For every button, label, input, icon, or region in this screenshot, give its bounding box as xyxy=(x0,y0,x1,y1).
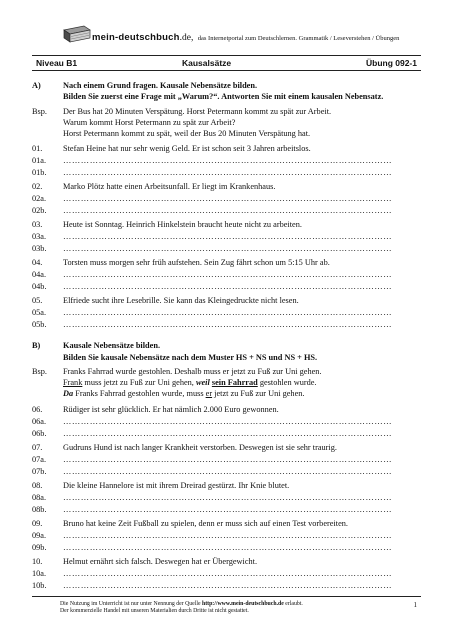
section-a-label: A) xyxy=(32,81,41,90)
item-number: 07. xyxy=(32,443,43,452)
item-number: 02. xyxy=(32,182,43,191)
answer-label: 03a. xyxy=(32,232,47,241)
answer-dots[interactable]: ………………………………………………………………………………………………… xyxy=(63,232,393,241)
answer-label: 07b. xyxy=(32,467,47,476)
item-text: Rüdiger ist sehr glücklich. Er hat nämlich 2.000 Euro gewonnen. xyxy=(63,405,279,414)
answer-label: 01a. xyxy=(32,156,47,165)
answer-label: 05b. xyxy=(32,320,47,329)
topic-title: Kausalsätze xyxy=(182,58,232,68)
answer-dots[interactable]: ………………………………………………………………………………………………… xyxy=(63,206,393,215)
answer-dots[interactable]: ………………………………………………………………………………………………… xyxy=(63,493,393,502)
example-b-text: Franks Fahrrad wurde gestohlen. Deshalb muss er jetzt zu Fuß zur Uni gehen. xyxy=(63,367,322,376)
footer-source-link[interactable]: http://www.mein-deutschbuch.de xyxy=(202,601,284,607)
answer-dots[interactable]: ………………………………………………………………………………………………… xyxy=(63,467,393,476)
item-text: Die kleine Hannelore ist mit ihrem Dreirad gestürzt. Ihr Knie blutet. xyxy=(63,481,290,490)
item-text: Helmut ernährt sich falsch. Deswegen hat er Übergewicht. xyxy=(63,557,258,566)
book-logo-icon xyxy=(62,24,92,44)
section-b-instruction-text: Bilden Sie kausale Nebensätze nach dem Muster HS + NS und NS + HS. xyxy=(63,353,318,362)
sentence-part: Franks Fahrrad gestohlen wurde, muss xyxy=(73,389,206,398)
answer-dots[interactable]: ………………………………………………………………………………………………… xyxy=(63,455,393,464)
item-number: 09. xyxy=(32,519,43,528)
section-a-instruction-text: Bilden Sie zuerst eine Frage mit „Warum?“. Antworten Sie mit einem kausalen Nebensatz. xyxy=(63,92,384,101)
section-a-title: Nach einem Grund fragen. Kausale Nebensätze bilden. xyxy=(63,81,258,90)
item-text: Stefan Heine hat nur sehr wenig Geld. Er ist schon seit 3 Jahren arbeitslos. xyxy=(63,144,311,153)
example-b-sentence-hs-ns xyxy=(63,377,317,388)
site-tagline: das Internetportal zum Deutschlernen. Grammatik / Leseverstehen / Übungen xyxy=(197,35,400,42)
subject-underline: er xyxy=(205,389,213,398)
item-text: Gudruns Hund ist nach langer Krankheit verstorben. Deswegen ist sie sehr traurig. xyxy=(63,443,337,452)
answer-label: 08a. xyxy=(32,493,47,502)
answer-dots[interactable]: ………………………………………………………………………………………………… xyxy=(63,505,393,514)
answer-dots[interactable]: ………………………………………………………………………………………………… xyxy=(63,581,393,590)
item-number: 01. xyxy=(32,144,43,153)
answer-label: 06a. xyxy=(32,417,47,426)
answer-label: 08b. xyxy=(32,505,47,514)
answer-dots[interactable]: ………………………………………………………………………………………………… xyxy=(63,543,393,552)
answer-dots[interactable]: ………………………………………………………………………………………………… xyxy=(63,270,393,279)
answer-dots[interactable]: ………………………………………………………………………………………………… xyxy=(63,531,393,540)
answer-dots[interactable]: ………………………………………………………………………………………………… xyxy=(63,168,393,177)
answer-dots[interactable]: ………………………………………………………………………………………………… xyxy=(63,194,393,203)
answer-dots[interactable]: ………………………………………………………………………………………………… xyxy=(63,320,393,329)
item-text: Torsten muss morgen sehr früh aufstehen. Sein Zug fährt schon um 5:15 Uhr ab. xyxy=(63,258,330,267)
answer-dots[interactable]: ………………………………………………………………………………………………… xyxy=(63,429,393,438)
answer-label: 10a. xyxy=(32,569,47,578)
item-number: 03. xyxy=(32,220,43,229)
item-text: Heute ist Sonntag. Heinrich Hinkelstein braucht heute nicht zu arbeiten. xyxy=(63,220,302,229)
section-b-title: Kausale Nebensätze bilden. xyxy=(63,341,161,350)
conjunction-weil: weil xyxy=(195,378,210,387)
answer-label: 04a. xyxy=(32,270,47,279)
item-text: Marko Plötz hatte einen Arbeitsunfall. Er liegt im Krankenhaus. xyxy=(63,182,276,191)
item-number: 08. xyxy=(32,481,43,490)
answer-dots[interactable]: ………………………………………………………………………………………………… xyxy=(63,417,393,426)
page-footer xyxy=(32,596,421,614)
answer-label: 07a. xyxy=(32,455,47,464)
footer-commercial-note: Der kommerzielle Handel mit unseren Materialien durch Dritte ist nicht gestattet. xyxy=(60,608,249,614)
answer-label: 02b. xyxy=(32,206,47,215)
example-label: Bsp. xyxy=(32,107,47,116)
item-number: 10. xyxy=(32,557,43,566)
brand-domain: .de, xyxy=(179,33,194,43)
sentence-part: gestohlen wurde. xyxy=(257,378,317,387)
answer-label: 10b. xyxy=(32,581,47,590)
answer-label: 09a. xyxy=(32,531,47,540)
item-text: Elfriede sucht ihre Lesebrille. Sie kann das Kleingedruckte nicht lesen. xyxy=(63,296,299,305)
item-number: 04. xyxy=(32,258,43,267)
brand-name[interactable]: mein-deutschbuch xyxy=(92,32,180,43)
answer-label: 02a. xyxy=(32,194,47,203)
answer-label: 01b. xyxy=(32,168,47,177)
footer-text: Die Nutzung im Unterricht ist nur unter Nennung der Quelle xyxy=(60,601,202,607)
answer-dots[interactable]: ………………………………………………………………………………………………… xyxy=(63,156,393,165)
subject-underline: Frank xyxy=(63,378,83,387)
answer-label: 03b. xyxy=(32,244,47,253)
footer-license-line xyxy=(60,601,303,607)
sentence-part: jetzt zu Fuß zur Uni gehen. xyxy=(212,389,305,398)
level-label: Niveau B1 xyxy=(36,58,78,68)
section-b-label: B) xyxy=(32,341,41,350)
answer-dots[interactable]: ………………………………………………………………………………………………… xyxy=(63,282,393,291)
answer-dots[interactable]: ………………………………………………………………………………………………… xyxy=(63,569,393,578)
example-a-answer: Horst Petermann kommt zu spät, weil der Bus 20 Minuten Verspätung hat. xyxy=(63,129,311,138)
exercise-number: Übung 092-1 xyxy=(365,58,417,68)
site-branding xyxy=(92,32,399,43)
answer-label: 05a. xyxy=(32,308,47,317)
example-a-text: Der Bus hat 20 Minuten Verspätung. Horst Petermann kommt zu spät zur Arbeit. xyxy=(63,107,332,116)
item-number: 05. xyxy=(32,296,43,305)
item-text: Bruno hat keine Zeit Fußball zu spielen, denn er muss sich auf einen Test vorbereiten. xyxy=(63,519,348,528)
answer-label: 06b. xyxy=(32,429,47,438)
example-label: Bsp. xyxy=(32,367,47,376)
subject-underline: sein Fahrrad xyxy=(211,378,258,387)
answer-dots[interactable]: ………………………………………………………………………………………………… xyxy=(63,308,393,317)
page-number: 1 xyxy=(413,601,417,609)
answer-label: 09b. xyxy=(32,543,47,552)
example-b-sentence-ns-hs xyxy=(63,388,305,399)
conjunction-da: Da xyxy=(63,389,74,398)
footer-text: erlaubt. xyxy=(283,601,303,607)
answer-dots[interactable]: ………………………………………………………………………………………………… xyxy=(63,244,393,253)
item-number: 06. xyxy=(32,405,43,414)
site-header xyxy=(62,6,442,46)
example-a-question: Warum kommt Horst Petermann zu spät zur Arbeit? xyxy=(63,118,236,127)
answer-label: 04b. xyxy=(32,282,47,291)
sentence-part: muss jetzt zu Fuß zur Uni gehen, xyxy=(82,378,196,387)
exercise-title-bar xyxy=(32,55,421,71)
